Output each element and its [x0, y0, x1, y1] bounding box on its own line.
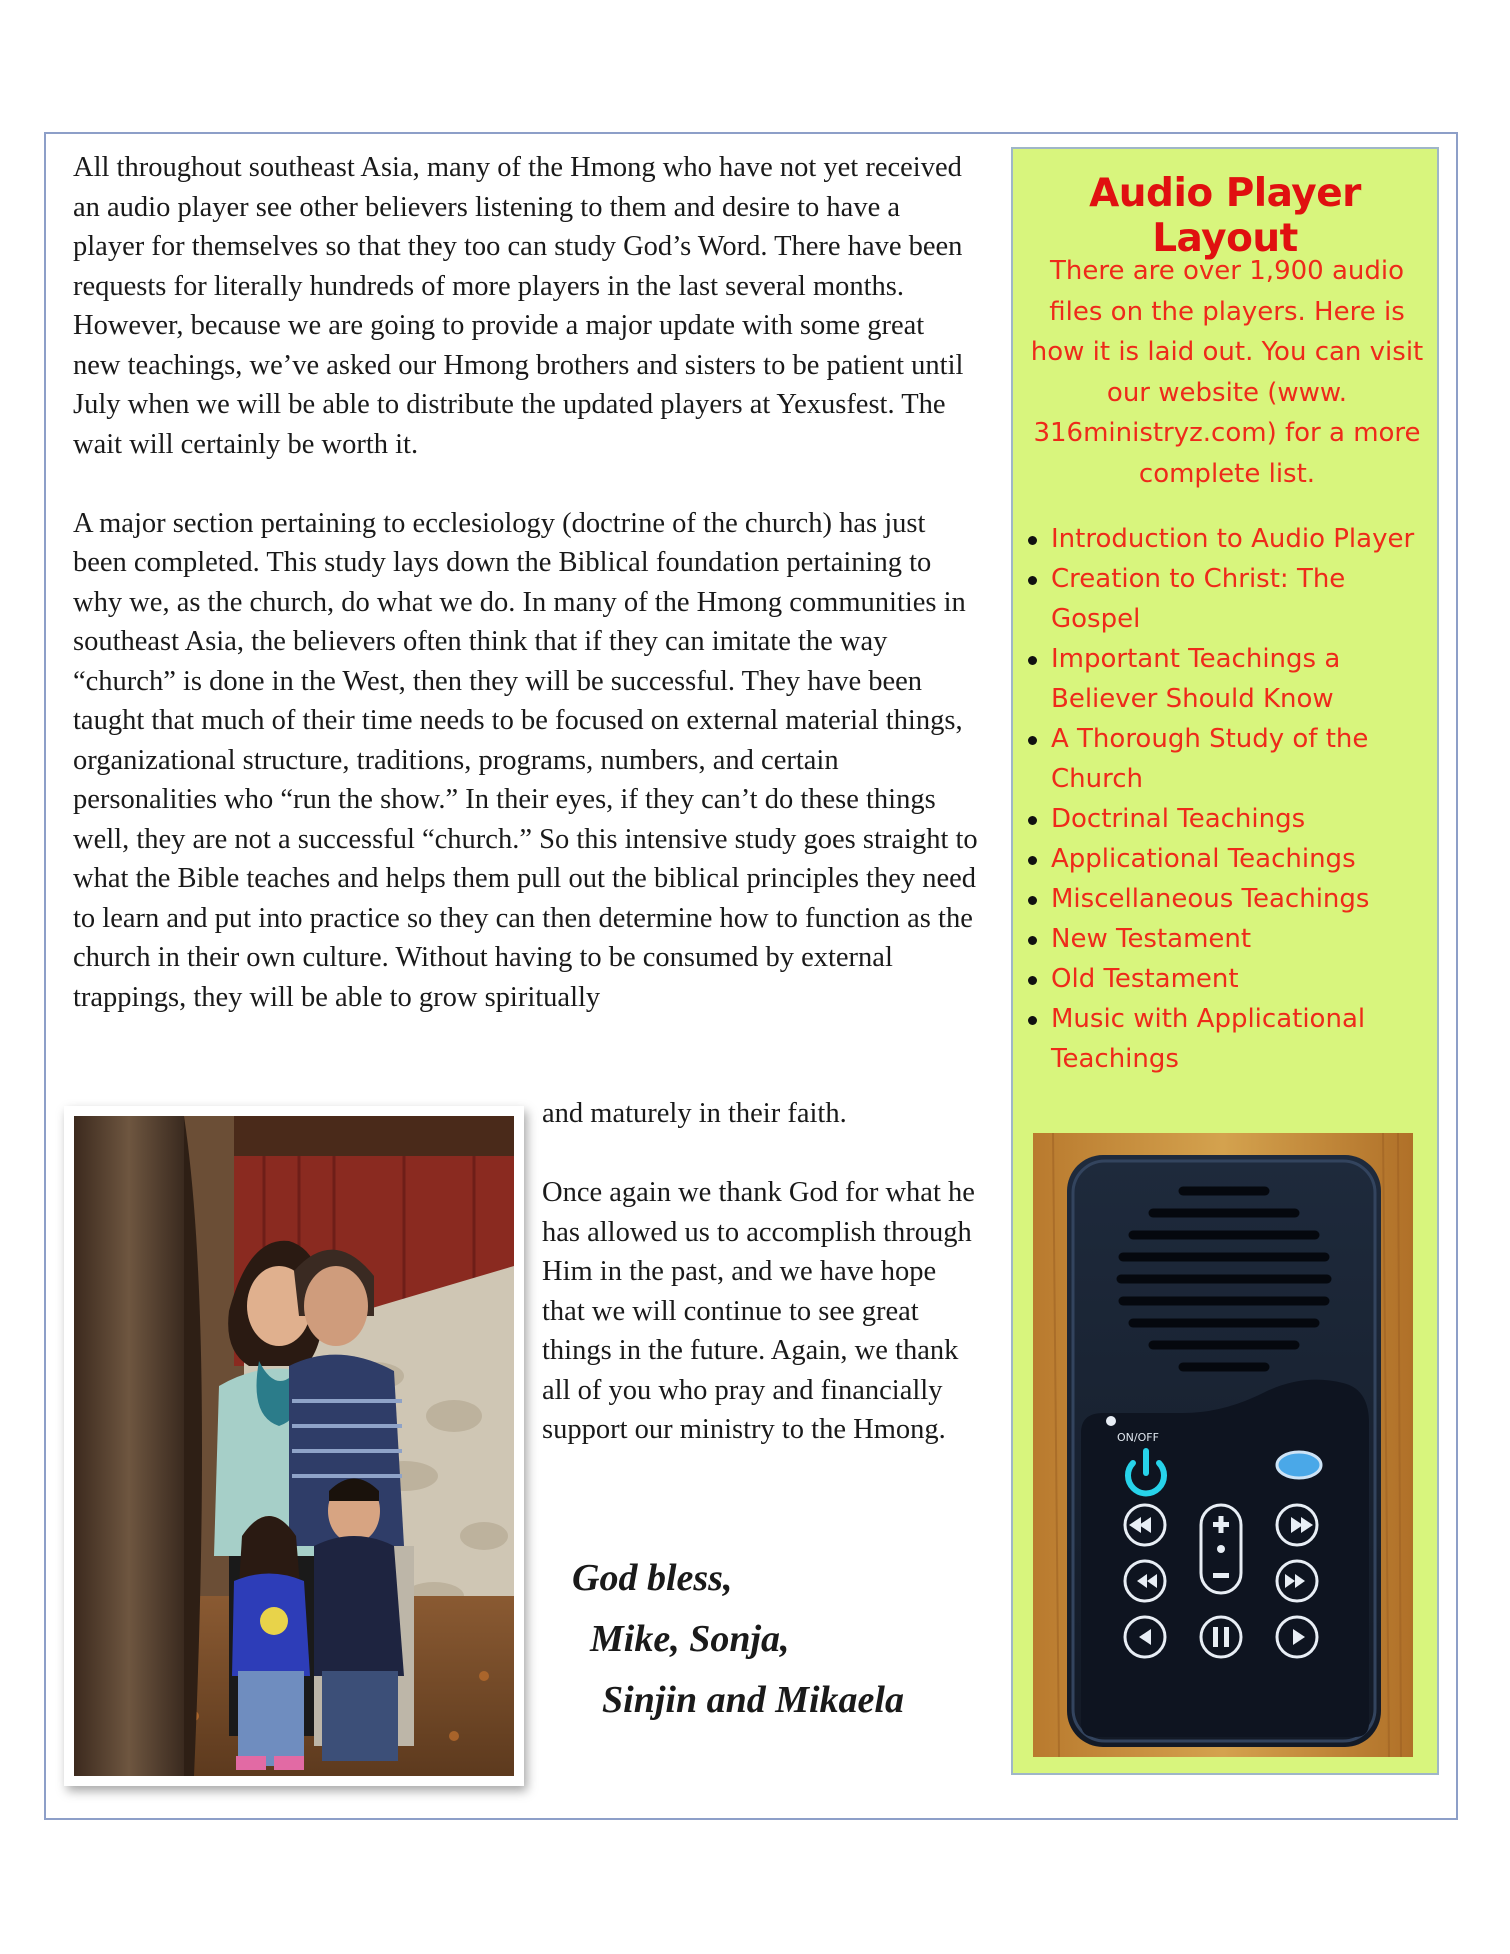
family-photo — [64, 1106, 524, 1786]
list-item: Applicational Teachings — [1021, 839, 1437, 879]
signature-greeting: God bless, — [572, 1557, 733, 1599]
list-item: Introduction to Audio Player — [1021, 519, 1437, 559]
list-item: Music with Applicational Teachings — [1021, 999, 1437, 1079]
sidebar-intro: There are over 1,900 audio files on the players. Here is how it is laid out. You can visit our website (www. 316ministryz.com) for a more complete list. — [1030, 256, 1424, 489]
article-side-column — [542, 1094, 982, 1450]
list-item: Doctrinal Teachings — [1021, 799, 1437, 839]
audio-player-photo — [1033, 1133, 1413, 1757]
sidebar-title: Audio Player Layout — [1089, 171, 1361, 261]
family-photo-image — [74, 1116, 514, 1776]
audio-player-image — [1033, 1133, 1413, 1757]
list-item: Creation to Christ: The Gospel — [1021, 559, 1437, 639]
paragraph-continuation: and maturely in their faith. — [542, 1098, 847, 1129]
power-label: ON/OFF — [1117, 1431, 1159, 1444]
list-item: Important Teachings a Believer Should Know — [1021, 639, 1437, 719]
signature-names-2: Sinjin and Mikaela — [602, 1679, 904, 1721]
list-item: New Testament — [1021, 919, 1437, 959]
paragraph-intro: All throughout southeast Asia, many of the Hmong who have not yet received an audio player see other believers listening to them and desire to have a player for themselves so that they too can study God’s Word. There have been requests for literally hundreds of more players in the last several months. However, because we are going to provide a major update with some great new teachings, we’ve asked our Hmong brothers and sisters to be patient until July when we will be able to distribute the updated players at Yexusfest. The wait will certainly be worth it. — [73, 152, 964, 460]
paragraph-thanks: Once again we thank God for what he has allowed us to accomplish through Him in the past, and we have hope that we will continue to see great things in the future. Again, we thank all of you who pray and financially support our ministry to the Hmong. — [542, 1177, 975, 1445]
signature-names-1: Mike, Sonja, — [590, 1618, 790, 1660]
list-item: A Thorough Study of the Church — [1021, 719, 1437, 799]
list-item: Miscellaneous Teachings — [1021, 879, 1437, 919]
menu-button-icon — [1277, 1452, 1321, 1478]
paragraph-ecclesiology: A major section pertaining to ecclesiology (doctrine of the church) has just been completed. This study lays down the Biblical foundation pertaining to why we, as the church, do what we do. In many of the Hmong communities in southeast Asia, the believers often think that if they can imitate the way “church” is done in the West, then they will be successful. They have been taught that much of their time needs to be focused on external material things, organizational structure, traditions, programs, numbers, and certain personalities who “run the show.” In their eyes, if they can’t do these things well, they are not a successful “church.” So this intensive study goes straight to what the Bible teaches and helps them pull out the biblical principles they need to learn and put into practice so they can then determine how to function as the church in their own culture. Without having to be consumed by external trappings, they will be able to grow spiritually — [73, 507, 978, 1013]
sidebar-list — [1021, 519, 1437, 1079]
signature — [572, 1548, 904, 1731]
article-body — [73, 148, 978, 1017]
list-item: Old Testament — [1021, 959, 1437, 999]
